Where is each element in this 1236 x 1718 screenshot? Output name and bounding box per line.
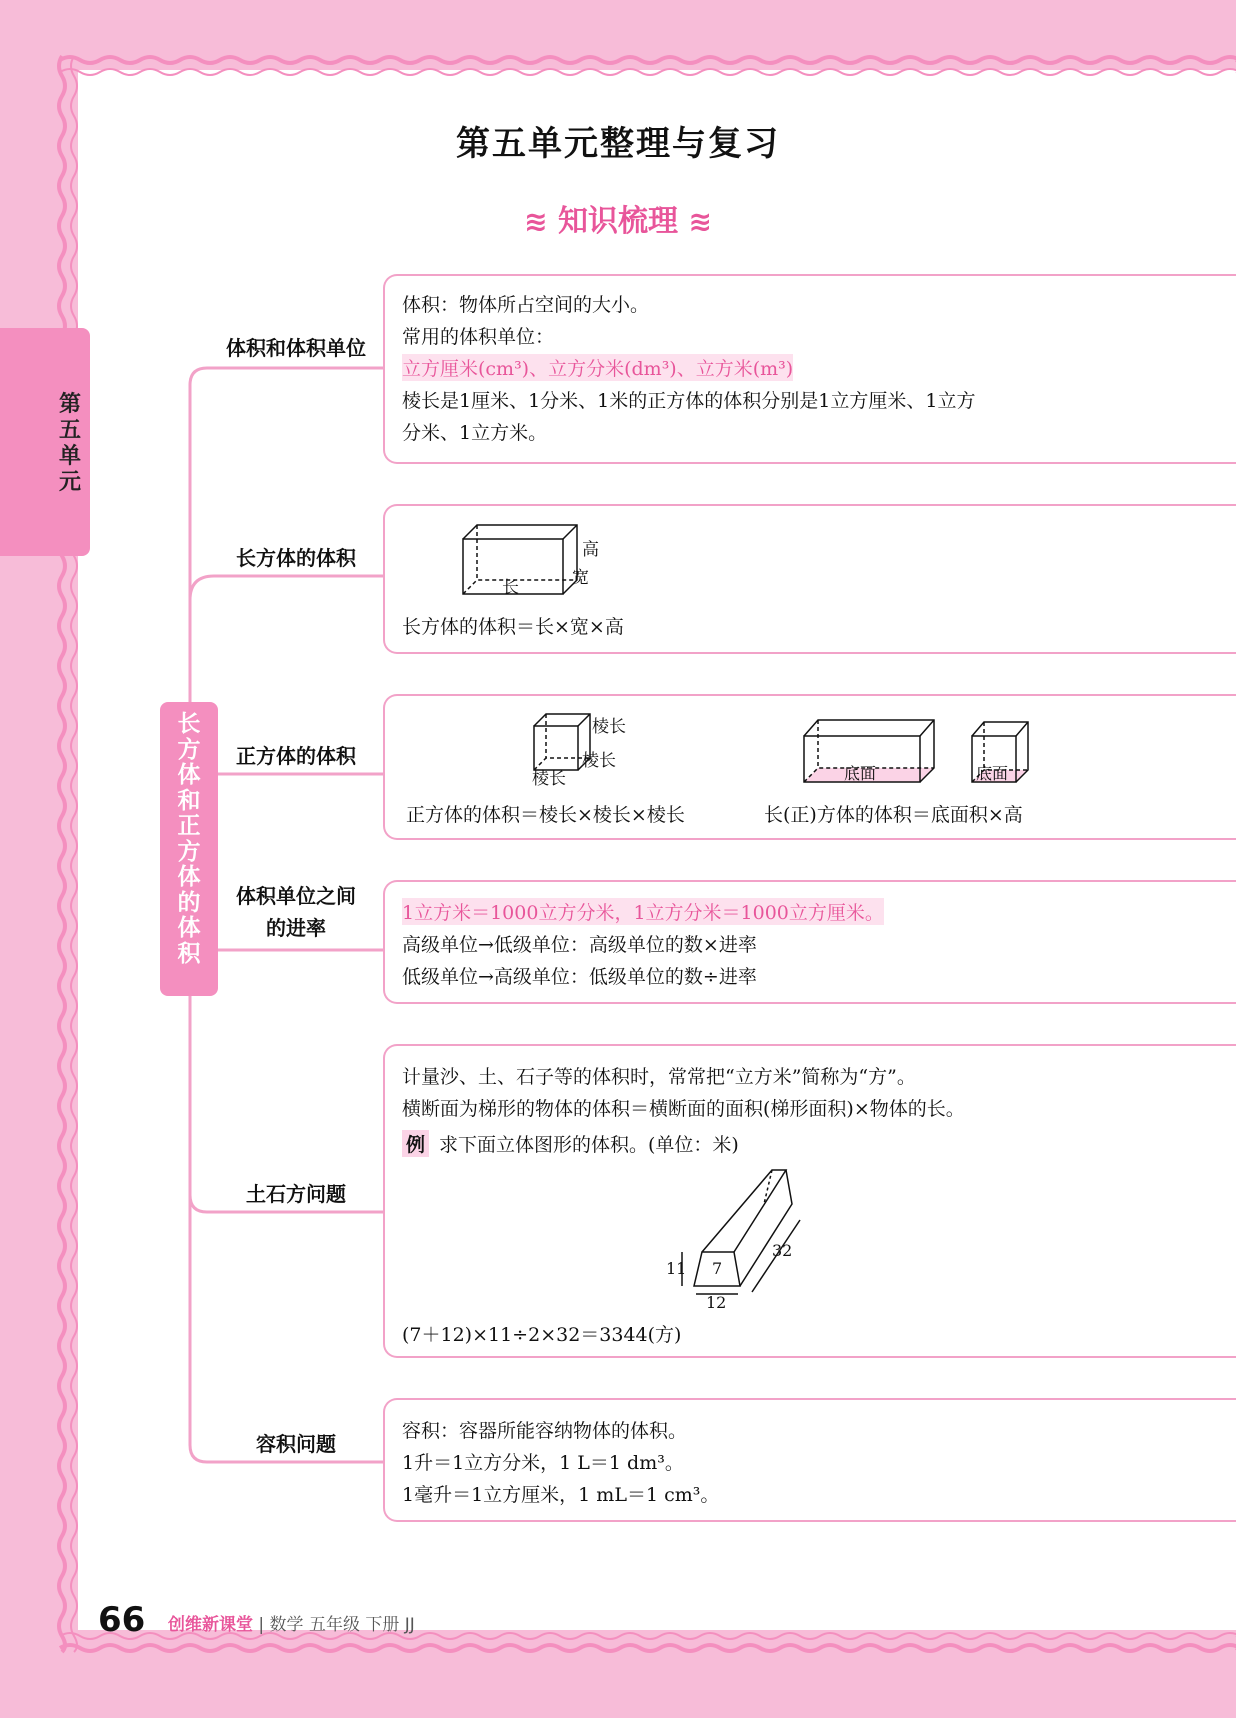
prism-length-label: 32	[772, 1241, 793, 1260]
subtitle-text: 知识梳理	[558, 204, 678, 239]
conversion-line2: 高级单位→低级单位：高级单位的数×进率	[402, 934, 757, 956]
branch-earthwork: 土石方问题	[246, 1182, 346, 1206]
cuboid-length-label: 长	[502, 578, 519, 598]
prism-bottom-label: 12	[706, 1293, 727, 1310]
capacity-line3: 1毫升＝1立方厘米，1 mL＝1 cm³。	[402, 1484, 720, 1506]
branch-cuboid-volume: 长方体的体积	[236, 546, 356, 570]
branch-unit-conversion-line2: 的进率	[266, 916, 326, 940]
footer-separator: |	[258, 1615, 265, 1635]
earthwork-example	[402, 1130, 739, 1157]
branch-cube-volume: 正方体的体积	[236, 744, 356, 768]
box1-line5: 分米、1立方米。	[402, 422, 548, 444]
box1-line1: 体积：物体所占空间的大小。	[402, 294, 650, 316]
cube-figure	[522, 706, 642, 786]
capacity-line2: 1升＝1立方分米，1 L＝1 dm³。	[402, 1452, 684, 1474]
base-area-figures	[800, 712, 1040, 788]
branch-volume-units: 体积和体积单位	[226, 336, 366, 360]
base-label-2: 底面	[976, 764, 1009, 783]
example-tag: 例	[402, 1130, 429, 1157]
conversion-line1: 1立方米＝1000立方分米，1立方分米＝1000立方厘米。	[402, 898, 884, 925]
prism-top-label: 7	[712, 1259, 723, 1278]
earthwork-line2: 横断面为梯形的物体的体积＝横断面的面积(梯形面积)×物体的长。	[402, 1098, 965, 1120]
branch-unit-conversion-line1: 体积单位之间	[236, 884, 356, 908]
footer-book-info: 数学 五年级 下册 JJ	[269, 1615, 415, 1635]
branch-unit-conversion	[208, 880, 384, 944]
box1-line3: 立方厘米(cm³)、立方分米(dm³)、立方米(m³)	[402, 354, 793, 381]
cuboid-formula: 长方体的体积＝长×宽×高	[402, 616, 624, 638]
cuboid-figure	[450, 515, 610, 605]
base-label-1: 底面	[844, 764, 877, 783]
conversion-line3: 低级单位→高级单位：低级单位的数÷进率	[402, 966, 757, 988]
cube-edge-label-1: 棱长	[592, 717, 626, 737]
cube-edge-label-2: 棱长	[582, 751, 616, 771]
box1-line2: 常用的体积单位：	[402, 326, 555, 348]
cube-formula: 正方体的体积＝棱长×棱长×棱长	[406, 804, 685, 826]
footer-info	[168, 1610, 415, 1635]
cuboid-width-label: 宽	[572, 568, 589, 588]
unit-side-tab-label: 第五单元	[58, 392, 81, 495]
prism-height-label: 11	[666, 1259, 687, 1278]
cube-edge-label-3: 棱长	[532, 769, 566, 786]
footer-brand: 创维新课堂	[168, 1615, 253, 1635]
earthwork-line1: 计量沙、土、石子等的体积时，常常把“立方米”简称为“方”。	[402, 1066, 916, 1088]
box1-line4: 棱长是1厘米、1分米、1米的正方体的体积分别是1立方厘米、1立方	[402, 390, 976, 412]
page-title: 第五单元整理与复习	[456, 124, 780, 164]
cuboid-height-label: 高	[582, 540, 599, 560]
trapezoid-prism-figure	[660, 1160, 820, 1310]
wave-left-icon: ≋	[524, 205, 548, 238]
base-area-formula: 长(正)方体的体积＝底面积×高	[764, 804, 1023, 826]
page-number: 66	[98, 1600, 146, 1640]
branch-capacity: 容积问题	[256, 1432, 336, 1456]
capacity-line1: 容积：容器所能容纳物体的体积。	[402, 1420, 688, 1442]
example-text: 求下面立体图形的体积。(单位：米)	[439, 1134, 739, 1156]
earthwork-answer: (7＋12)×11÷2×32＝3344(方)	[402, 1324, 682, 1346]
mindmap-root-label: 长方体和正方体的体积	[177, 711, 201, 967]
wave-right-icon: ≋	[688, 205, 712, 238]
